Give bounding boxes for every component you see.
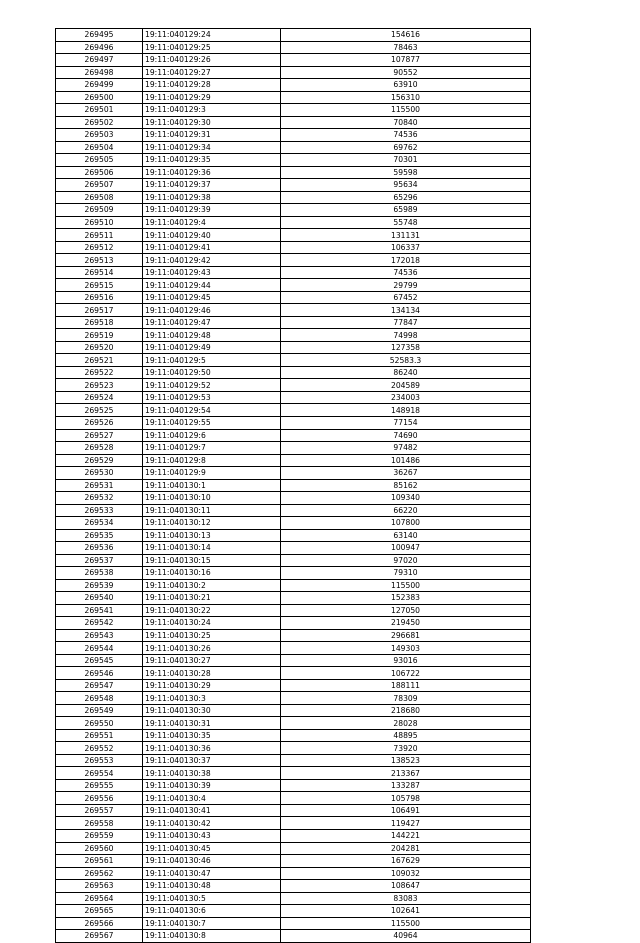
row-number-cell: 269530 bbox=[56, 467, 143, 480]
table-row bbox=[56, 679, 531, 692]
table-row bbox=[56, 654, 531, 667]
cadastral-number-cell: 19:11:040130:14 bbox=[143, 542, 281, 555]
table-row bbox=[56, 767, 531, 780]
cadastral-number-cell: 19:11:040130:4 bbox=[143, 792, 281, 805]
value-cell: 77154 bbox=[281, 416, 531, 429]
table-row bbox=[56, 704, 531, 717]
cadastral-number-cell: 19:11:040130:41 bbox=[143, 804, 281, 817]
value-cell: 29799 bbox=[281, 279, 531, 292]
table-row bbox=[56, 717, 531, 730]
table-row bbox=[56, 542, 531, 555]
table-row bbox=[56, 830, 531, 843]
table-row bbox=[56, 917, 531, 930]
row-number-cell: 269498 bbox=[56, 66, 143, 79]
cadastral-number-cell: 19:11:040129:49 bbox=[143, 341, 281, 354]
table-row bbox=[56, 416, 531, 429]
cadastral-number-cell: 19:11:040129:9 bbox=[143, 467, 281, 480]
value-cell: 106337 bbox=[281, 241, 531, 254]
row-number-cell: 269502 bbox=[56, 116, 143, 129]
table-row bbox=[56, 517, 531, 530]
row-number-cell: 269561 bbox=[56, 855, 143, 868]
value-cell: 219450 bbox=[281, 617, 531, 630]
cadastral-number-cell: 19:11:040129:36 bbox=[143, 166, 281, 179]
value-cell: 109340 bbox=[281, 492, 531, 505]
table-row bbox=[56, 855, 531, 868]
table-row bbox=[56, 867, 531, 880]
row-number-cell: 269556 bbox=[56, 792, 143, 805]
table-row bbox=[56, 391, 531, 404]
row-number-cell: 269512 bbox=[56, 241, 143, 254]
cadastral-number-cell: 19:11:040129:53 bbox=[143, 391, 281, 404]
row-number-cell: 269526 bbox=[56, 416, 143, 429]
row-number-cell: 269524 bbox=[56, 391, 143, 404]
table-row bbox=[56, 617, 531, 630]
cadastral-number-cell: 19:11:040129:47 bbox=[143, 316, 281, 329]
value-cell: 296681 bbox=[281, 629, 531, 642]
cadastral-number-cell: 19:11:040129:48 bbox=[143, 329, 281, 342]
cadastral-number-cell: 19:11:040129:46 bbox=[143, 304, 281, 317]
table-row bbox=[56, 442, 531, 455]
value-cell: 36267 bbox=[281, 467, 531, 480]
cadastral-number-cell: 19:11:040129:35 bbox=[143, 154, 281, 167]
row-number-cell: 269528 bbox=[56, 442, 143, 455]
value-cell: 59598 bbox=[281, 166, 531, 179]
table-row bbox=[56, 930, 531, 943]
row-number-cell: 269503 bbox=[56, 129, 143, 142]
cadastral-number-cell: 19:11:040129:6 bbox=[143, 429, 281, 442]
table-row bbox=[56, 667, 531, 680]
row-number-cell: 269529 bbox=[56, 454, 143, 467]
row-number-cell: 269511 bbox=[56, 229, 143, 242]
cadastral-number-cell: 19:11:040130:37 bbox=[143, 754, 281, 767]
row-number-cell: 269509 bbox=[56, 204, 143, 217]
value-cell: 108647 bbox=[281, 880, 531, 893]
cadastral-number-cell: 19:11:040130:8 bbox=[143, 930, 281, 943]
row-number-cell: 269549 bbox=[56, 704, 143, 717]
value-cell: 138523 bbox=[281, 754, 531, 767]
table-row bbox=[56, 842, 531, 855]
table-row bbox=[56, 604, 531, 617]
table-row bbox=[56, 41, 531, 54]
cadastral-number-cell: 19:11:040129:8 bbox=[143, 454, 281, 467]
row-number-cell: 269534 bbox=[56, 517, 143, 530]
value-cell: 115500 bbox=[281, 104, 531, 117]
value-cell: 74536 bbox=[281, 129, 531, 142]
cadastral-number-cell: 19:11:040129:34 bbox=[143, 141, 281, 154]
table-row bbox=[56, 880, 531, 893]
cadastral-number-cell: 19:11:040129:31 bbox=[143, 129, 281, 142]
value-cell: 74998 bbox=[281, 329, 531, 342]
value-cell: 40964 bbox=[281, 930, 531, 943]
row-number-cell: 269518 bbox=[56, 316, 143, 329]
cadastral-number-cell: 19:11:040129:3 bbox=[143, 104, 281, 117]
table-row bbox=[56, 229, 531, 242]
table-body bbox=[56, 29, 531, 943]
value-cell: 70840 bbox=[281, 116, 531, 129]
value-cell: 77847 bbox=[281, 316, 531, 329]
cadastral-number-cell: 19:11:040130:21 bbox=[143, 592, 281, 605]
row-number-cell: 269531 bbox=[56, 479, 143, 492]
cadastral-number-cell: 19:11:040129:27 bbox=[143, 66, 281, 79]
row-number-cell: 269565 bbox=[56, 905, 143, 918]
value-cell: 90552 bbox=[281, 66, 531, 79]
value-cell: 63910 bbox=[281, 79, 531, 92]
row-number-cell: 269546 bbox=[56, 667, 143, 680]
table-row bbox=[56, 404, 531, 417]
table-row bbox=[56, 892, 531, 905]
row-number-cell: 269555 bbox=[56, 779, 143, 792]
cadastral-number-cell: 19:11:040129:55 bbox=[143, 416, 281, 429]
cadastral-number-cell: 19:11:040130:3 bbox=[143, 692, 281, 705]
cadastral-number-cell: 19:11:040129:52 bbox=[143, 379, 281, 392]
cadastral-number-cell: 19:11:040130:43 bbox=[143, 830, 281, 843]
row-number-cell: 269516 bbox=[56, 291, 143, 304]
table-row bbox=[56, 266, 531, 279]
value-cell: 115500 bbox=[281, 917, 531, 930]
cadastral-number-cell: 19:11:040129:38 bbox=[143, 191, 281, 204]
row-number-cell: 269500 bbox=[56, 91, 143, 104]
table-row bbox=[56, 592, 531, 605]
cadastral-number-cell: 19:11:040130:16 bbox=[143, 567, 281, 580]
value-cell: 74536 bbox=[281, 266, 531, 279]
value-cell: 105798 bbox=[281, 792, 531, 805]
value-cell: 106722 bbox=[281, 667, 531, 680]
row-number-cell: 269522 bbox=[56, 366, 143, 379]
row-number-cell: 269538 bbox=[56, 567, 143, 580]
table-row bbox=[56, 492, 531, 505]
row-number-cell: 269501 bbox=[56, 104, 143, 117]
table-row bbox=[56, 479, 531, 492]
table-row bbox=[56, 179, 531, 192]
table-row bbox=[56, 504, 531, 517]
value-cell: 93016 bbox=[281, 654, 531, 667]
row-number-cell: 269536 bbox=[56, 542, 143, 555]
row-number-cell: 269563 bbox=[56, 880, 143, 893]
row-number-cell: 269540 bbox=[56, 592, 143, 605]
table-row bbox=[56, 354, 531, 367]
table-row bbox=[56, 742, 531, 755]
value-cell: 154616 bbox=[281, 29, 531, 42]
row-number-cell: 269495 bbox=[56, 29, 143, 42]
value-cell: 28028 bbox=[281, 717, 531, 730]
table-row bbox=[56, 79, 531, 92]
value-cell: 78309 bbox=[281, 692, 531, 705]
table-row bbox=[56, 554, 531, 567]
cadastral-number-cell: 19:11:040130:15 bbox=[143, 554, 281, 567]
cadastral-number-cell: 19:11:040129:4 bbox=[143, 216, 281, 229]
table-row bbox=[56, 91, 531, 104]
value-cell: 79310 bbox=[281, 567, 531, 580]
row-number-cell: 269564 bbox=[56, 892, 143, 905]
value-cell: 109032 bbox=[281, 867, 531, 880]
cadastral-number-cell: 19:11:040129:37 bbox=[143, 179, 281, 192]
value-cell: 78463 bbox=[281, 41, 531, 54]
row-number-cell: 269566 bbox=[56, 917, 143, 930]
cadastral-number-cell: 19:11:040130:36 bbox=[143, 742, 281, 755]
row-number-cell: 269541 bbox=[56, 604, 143, 617]
table-row bbox=[56, 567, 531, 580]
row-number-cell: 269548 bbox=[56, 692, 143, 705]
table-row bbox=[56, 29, 531, 42]
row-number-cell: 269552 bbox=[56, 742, 143, 755]
value-cell: 218680 bbox=[281, 704, 531, 717]
value-cell: 63140 bbox=[281, 529, 531, 542]
row-number-cell: 269507 bbox=[56, 179, 143, 192]
value-cell: 144221 bbox=[281, 830, 531, 843]
cadastral-number-cell: 19:11:040129:25 bbox=[143, 41, 281, 54]
value-cell: 74690 bbox=[281, 429, 531, 442]
value-cell: 48895 bbox=[281, 729, 531, 742]
value-cell: 134134 bbox=[281, 304, 531, 317]
value-cell: 83083 bbox=[281, 892, 531, 905]
value-cell: 106491 bbox=[281, 804, 531, 817]
table-row bbox=[56, 216, 531, 229]
cadastral-number-cell: 19:11:040130:12 bbox=[143, 517, 281, 530]
row-number-cell: 269510 bbox=[56, 216, 143, 229]
cadastral-number-cell: 19:11:040129:42 bbox=[143, 254, 281, 267]
row-number-cell: 269558 bbox=[56, 817, 143, 830]
cadastral-number-cell: 19:11:040130:35 bbox=[143, 729, 281, 742]
table-row bbox=[56, 304, 531, 317]
row-number-cell: 269539 bbox=[56, 579, 143, 592]
table-row bbox=[56, 579, 531, 592]
table-row bbox=[56, 141, 531, 154]
table-row bbox=[56, 154, 531, 167]
row-number-cell: 269519 bbox=[56, 329, 143, 342]
cadastral-number-cell: 19:11:040129:40 bbox=[143, 229, 281, 242]
cadastral-number-cell: 19:11:040130:47 bbox=[143, 867, 281, 880]
value-cell: 133287 bbox=[281, 779, 531, 792]
row-number-cell: 269523 bbox=[56, 379, 143, 392]
table-row bbox=[56, 129, 531, 142]
value-cell: 100947 bbox=[281, 542, 531, 555]
cadastral-number-cell: 19:11:040130:39 bbox=[143, 779, 281, 792]
cadastral-number-cell: 19:11:040129:41 bbox=[143, 241, 281, 254]
cadastral-number-cell: 19:11:040129:44 bbox=[143, 279, 281, 292]
row-number-cell: 269542 bbox=[56, 617, 143, 630]
row-number-cell: 269533 bbox=[56, 504, 143, 517]
cadastral-number-cell: 19:11:040130:10 bbox=[143, 492, 281, 505]
value-cell: 234003 bbox=[281, 391, 531, 404]
table-row bbox=[56, 629, 531, 642]
cadastral-number-cell: 19:11:040130:29 bbox=[143, 679, 281, 692]
cadastral-number-cell: 19:11:040129:26 bbox=[143, 54, 281, 67]
cadastral-number-cell: 19:11:040129:50 bbox=[143, 366, 281, 379]
row-number-cell: 269525 bbox=[56, 404, 143, 417]
row-number-cell: 269535 bbox=[56, 529, 143, 542]
value-cell: 188111 bbox=[281, 679, 531, 692]
data-table bbox=[55, 28, 531, 943]
row-number-cell: 269497 bbox=[56, 54, 143, 67]
row-number-cell: 269554 bbox=[56, 767, 143, 780]
value-cell: 65989 bbox=[281, 204, 531, 217]
row-number-cell: 269545 bbox=[56, 654, 143, 667]
table-row bbox=[56, 241, 531, 254]
table-row bbox=[56, 817, 531, 830]
cadastral-number-cell: 19:11:040129:5 bbox=[143, 354, 281, 367]
table-row bbox=[56, 54, 531, 67]
cadastral-number-cell: 19:11:040129:24 bbox=[143, 29, 281, 42]
value-cell: 73920 bbox=[281, 742, 531, 755]
table-row bbox=[56, 254, 531, 267]
value-cell: 86240 bbox=[281, 366, 531, 379]
table-row bbox=[56, 454, 531, 467]
cadastral-number-cell: 19:11:040130:13 bbox=[143, 529, 281, 542]
cadastral-number-cell: 19:11:040130:42 bbox=[143, 817, 281, 830]
value-cell: 107877 bbox=[281, 54, 531, 67]
table-row bbox=[56, 779, 531, 792]
row-number-cell: 269506 bbox=[56, 166, 143, 179]
value-cell: 67452 bbox=[281, 291, 531, 304]
value-cell: 70301 bbox=[281, 154, 531, 167]
value-cell: 148918 bbox=[281, 404, 531, 417]
cadastral-number-cell: 19:11:040129:45 bbox=[143, 291, 281, 304]
value-cell: 102641 bbox=[281, 905, 531, 918]
row-number-cell: 269544 bbox=[56, 642, 143, 655]
row-number-cell: 269567 bbox=[56, 930, 143, 943]
cadastral-number-cell: 19:11:040129:39 bbox=[143, 204, 281, 217]
cadastral-number-cell: 19:11:040130:2 bbox=[143, 579, 281, 592]
row-number-cell: 269553 bbox=[56, 754, 143, 767]
table-row bbox=[56, 379, 531, 392]
value-cell: 127358 bbox=[281, 341, 531, 354]
cadastral-number-cell: 19:11:040130:25 bbox=[143, 629, 281, 642]
cadastral-number-cell: 19:11:040130:24 bbox=[143, 617, 281, 630]
value-cell: 167629 bbox=[281, 855, 531, 868]
table-row bbox=[56, 204, 531, 217]
row-number-cell: 269520 bbox=[56, 341, 143, 354]
table-row bbox=[56, 166, 531, 179]
cadastral-number-cell: 19:11:040130:22 bbox=[143, 604, 281, 617]
table-row bbox=[56, 279, 531, 292]
table-row bbox=[56, 341, 531, 354]
value-cell: 95634 bbox=[281, 179, 531, 192]
value-cell: 107800 bbox=[281, 517, 531, 530]
cadastral-number-cell: 19:11:040130:1 bbox=[143, 479, 281, 492]
cadastral-number-cell: 19:11:040129:7 bbox=[143, 442, 281, 455]
table-row bbox=[56, 191, 531, 204]
row-number-cell: 269559 bbox=[56, 830, 143, 843]
value-cell: 131131 bbox=[281, 229, 531, 242]
value-cell: 85162 bbox=[281, 479, 531, 492]
cadastral-number-cell: 19:11:040129:43 bbox=[143, 266, 281, 279]
row-number-cell: 269517 bbox=[56, 304, 143, 317]
value-cell: 127050 bbox=[281, 604, 531, 617]
value-cell: 66220 bbox=[281, 504, 531, 517]
row-number-cell: 269508 bbox=[56, 191, 143, 204]
value-cell: 152383 bbox=[281, 592, 531, 605]
value-cell: 101486 bbox=[281, 454, 531, 467]
cadastral-number-cell: 19:11:040130:26 bbox=[143, 642, 281, 655]
cadastral-number-cell: 19:11:040130:6 bbox=[143, 905, 281, 918]
table-row bbox=[56, 529, 531, 542]
table-row bbox=[56, 792, 531, 805]
value-cell: 97020 bbox=[281, 554, 531, 567]
row-number-cell: 269521 bbox=[56, 354, 143, 367]
cadastral-number-cell: 19:11:040130:11 bbox=[143, 504, 281, 517]
cadastral-number-cell: 19:11:040129:30 bbox=[143, 116, 281, 129]
value-cell: 65296 bbox=[281, 191, 531, 204]
row-number-cell: 269527 bbox=[56, 429, 143, 442]
value-cell: 172018 bbox=[281, 254, 531, 267]
value-cell: 55748 bbox=[281, 216, 531, 229]
cadastral-number-cell: 19:11:040130:31 bbox=[143, 717, 281, 730]
table-row bbox=[56, 291, 531, 304]
table-row bbox=[56, 729, 531, 742]
table-row bbox=[56, 316, 531, 329]
cadastral-number-cell: 19:11:040129:29 bbox=[143, 91, 281, 104]
value-cell: 115500 bbox=[281, 579, 531, 592]
cadastral-number-cell: 19:11:040130:30 bbox=[143, 704, 281, 717]
value-cell: 204281 bbox=[281, 842, 531, 855]
cadastral-number-cell: 19:11:040129:28 bbox=[143, 79, 281, 92]
cadastral-number-cell: 19:11:040130:38 bbox=[143, 767, 281, 780]
table-row bbox=[56, 366, 531, 379]
cadastral-number-cell: 19:11:040130:45 bbox=[143, 842, 281, 855]
cadastral-number-cell: 19:11:040130:28 bbox=[143, 667, 281, 680]
value-cell: 119427 bbox=[281, 817, 531, 830]
table-row bbox=[56, 116, 531, 129]
table-row bbox=[56, 104, 531, 117]
cadastral-number-cell: 19:11:040129:54 bbox=[143, 404, 281, 417]
table-row bbox=[56, 66, 531, 79]
row-number-cell: 269513 bbox=[56, 254, 143, 267]
row-number-cell: 269514 bbox=[56, 266, 143, 279]
cadastral-number-cell: 19:11:040130:5 bbox=[143, 892, 281, 905]
row-number-cell: 269550 bbox=[56, 717, 143, 730]
value-cell: 97482 bbox=[281, 442, 531, 455]
row-number-cell: 269557 bbox=[56, 804, 143, 817]
row-number-cell: 269505 bbox=[56, 154, 143, 167]
row-number-cell: 269496 bbox=[56, 41, 143, 54]
table-row bbox=[56, 754, 531, 767]
cadastral-number-cell: 19:11:040130:7 bbox=[143, 917, 281, 930]
row-number-cell: 269560 bbox=[56, 842, 143, 855]
value-cell: 149303 bbox=[281, 642, 531, 655]
table-row bbox=[56, 692, 531, 705]
table-row bbox=[56, 329, 531, 342]
row-number-cell: 269547 bbox=[56, 679, 143, 692]
row-number-cell: 269543 bbox=[56, 629, 143, 642]
cadastral-number-cell: 19:11:040130:27 bbox=[143, 654, 281, 667]
value-cell: 69762 bbox=[281, 141, 531, 154]
value-cell: 156310 bbox=[281, 91, 531, 104]
value-cell: 204589 bbox=[281, 379, 531, 392]
row-number-cell: 269515 bbox=[56, 279, 143, 292]
value-cell: 213367 bbox=[281, 767, 531, 780]
row-number-cell: 269504 bbox=[56, 141, 143, 154]
value-cell: 52583.3 bbox=[281, 354, 531, 367]
row-number-cell: 269532 bbox=[56, 492, 143, 505]
row-number-cell: 269499 bbox=[56, 79, 143, 92]
table-row bbox=[56, 905, 531, 918]
table-row bbox=[56, 429, 531, 442]
row-number-cell: 269537 bbox=[56, 554, 143, 567]
table-row bbox=[56, 642, 531, 655]
table-row bbox=[56, 467, 531, 480]
cadastral-number-cell: 19:11:040130:48 bbox=[143, 880, 281, 893]
row-number-cell: 269562 bbox=[56, 867, 143, 880]
table-row bbox=[56, 804, 531, 817]
cadastral-number-cell: 19:11:040130:46 bbox=[143, 855, 281, 868]
row-number-cell: 269551 bbox=[56, 729, 143, 742]
